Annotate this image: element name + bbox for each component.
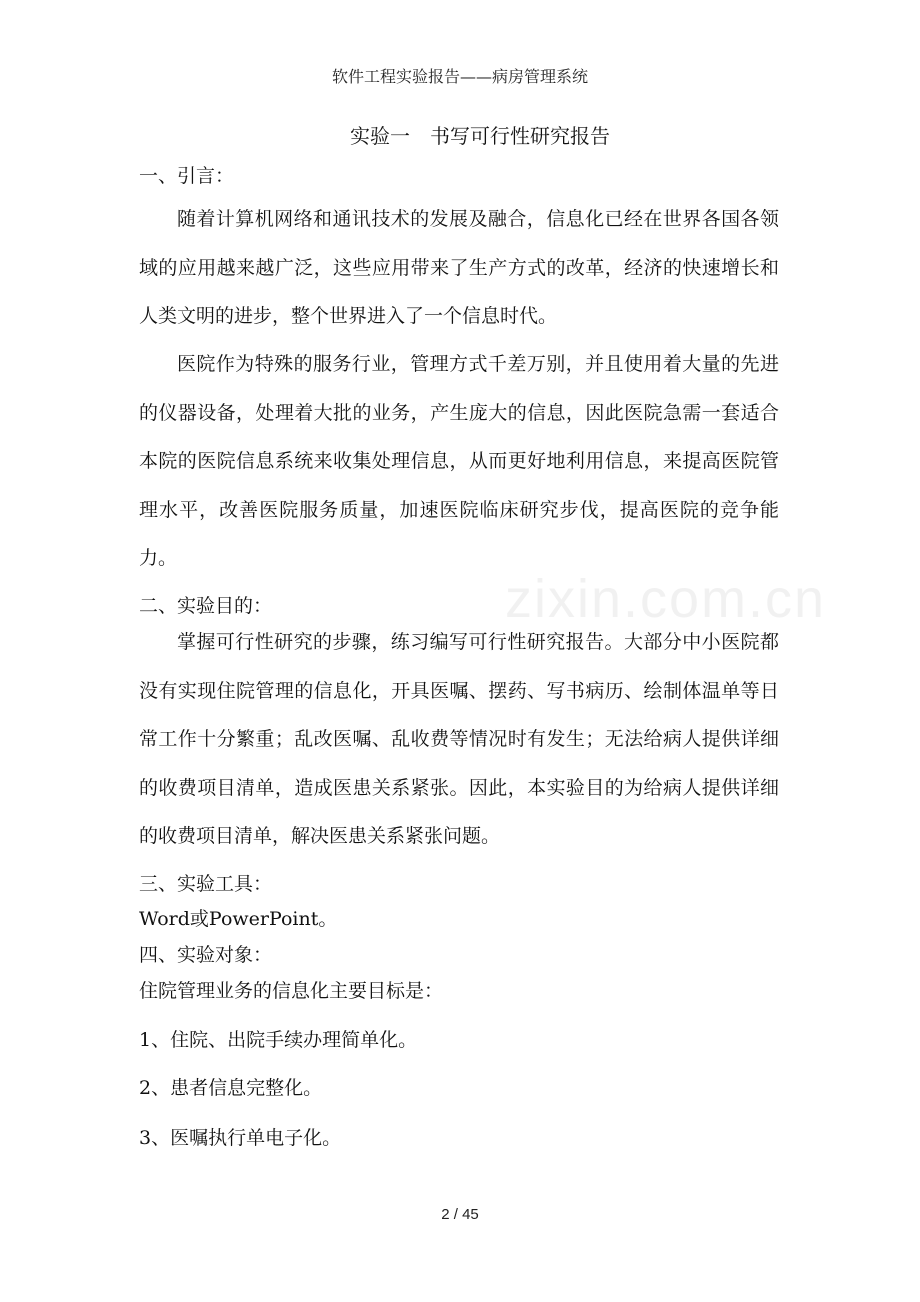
section-heading-purpose: 二、实验目的： — [139, 595, 273, 617]
list-item: 3、医嘱执行单电子化。 — [139, 1127, 342, 1149]
intro-paragraph-1: 随着计算机网络和通讯技术的发展及融合，信息化已经在世界各国各领域的应用越来越广泛，这些应用带来了生产方式的改革，经济的快速增长和人类文明的进步，整个世界进入了一个信息时代。 — [139, 208, 779, 327]
page-number: 2 / 45 — [441, 1206, 479, 1223]
list-item: 2、患者信息完整化。 — [139, 1077, 323, 1099]
section-heading-tools: 三、实验工具： — [139, 873, 273, 895]
purpose-paragraph: 掌握可行性研究的步骤，练习编写可行性研究报告。大部分中小医院都没有实现住院管理的信息化，开具医嘱、摆药、写书病历、绘制体温单等日常工作十分繁重；乱改医嘱、乱收费等情况时有发生；无法给病人提供详细的收费项目清单，造成医患关系紧张。因此，本实验目的为给病人提供详细的收费项目清单，解决医患关系紧张问题。 — [139, 631, 779, 847]
page-title: 实验一 书写可行性研究报告 — [350, 124, 610, 148]
section-heading-object: 四、实验对象： — [139, 944, 273, 966]
list-item: 1、住院、出院手续办理简单化。 — [139, 1029, 418, 1051]
intro-paragraph-2: 医院作为特殊的服务行业，管理方式千差万别，并且使用着大量的先进的仪器设备，处理着大批的业务，产生庞大的信息，因此医院急需一套适合本院的医院信息系统来收集处理信息，从而更好地利用信息，来提高医院管理水平，改善医院服务质量，加速医院临床研究步伐，提高医院的竞争能力。 — [139, 353, 779, 569]
object-intro: 住院管理业务的信息化主要目标是： — [139, 980, 444, 1002]
watermark: zixin.com.cn — [505, 569, 827, 629]
document-header: 软件工程实验报告——病房管理系统 — [331, 67, 588, 86]
tools-text: Word或PowerPoint。 — [139, 908, 338, 930]
section-heading-intro: 一、引言： — [139, 165, 235, 187]
